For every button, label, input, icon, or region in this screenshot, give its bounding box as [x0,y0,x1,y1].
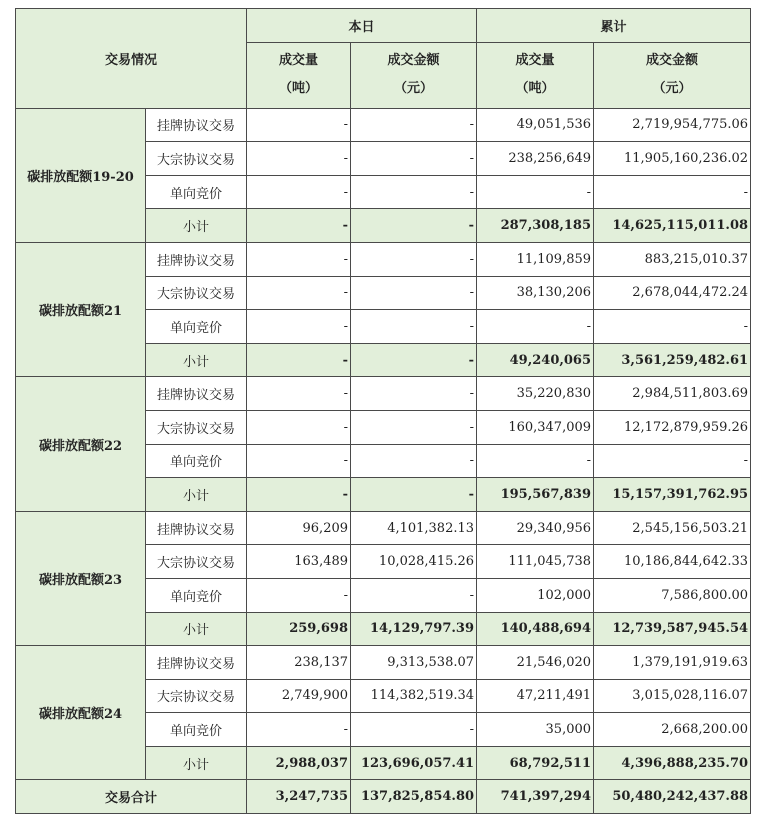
today-amount-cell: 14,129,797.39 [351,612,477,646]
cumulative-amount-cell: 10,186,844,642.33 [594,545,751,579]
today-amount-cell: - [351,410,477,444]
today-volume-cell: - [247,209,351,243]
cumulative-volume-cell: - [477,310,594,344]
table-row [16,511,751,545]
cumulative-amount-cell: 15,157,391,762.95 [594,478,751,512]
cumulative-amount-cell: 4,396,888,235.70 [594,746,751,780]
cumulative-volume-cell: 195,567,839 [477,478,594,512]
trade-type-label: 小计 [146,478,247,512]
cumulative-volume-cell: 38,130,206 [477,276,594,310]
total-today-amount: 137,825,854.80 [351,780,477,814]
total-row [16,780,751,814]
cumulative-volume-cell: 49,240,065 [477,343,594,377]
cumulative-volume-cell: 102,000 [477,578,594,612]
today-volume-cell: - [247,578,351,612]
trade-type-label: 小计 [146,209,247,243]
today-volume-cell: - [247,310,351,344]
cumulative-volume-cell: 111,045,738 [477,545,594,579]
today-volume-cell: 238,137 [247,646,351,680]
table-row [16,377,751,411]
today-amount-cell: - [351,242,477,276]
today-volume-cell: - [247,377,351,411]
today-volume-cell: - [247,444,351,478]
today-amount-cell: 114,382,519.34 [351,679,477,713]
today-volume-cell: 2,749,900 [247,679,351,713]
cumulative-volume-cell: 68,792,511 [477,746,594,780]
cumulative-amount-cell: 2,984,511,803.69 [594,377,751,411]
total-label: 交易合计 [16,780,247,814]
cumulative-amount-cell: 2,719,954,775.06 [594,108,751,142]
today-volume-cell: - [247,410,351,444]
today-amount-cell: - [351,175,477,209]
today-volume-cell: - [247,276,351,310]
table-header [16,9,751,109]
total-cumulative-volume: 741,397,294 [477,780,594,814]
today-volume-cell: - [247,343,351,377]
cumulative-amount-cell: 3,561,259,482.61 [594,343,751,377]
trade-type-label: 单向竞价 [146,310,247,344]
trade-type-label: 挂牌协议交易 [146,646,247,680]
today-amount-cell: - [351,108,477,142]
trade-type-label: 小计 [146,343,247,377]
today-amount-cell: 4,101,382.13 [351,511,477,545]
quota-category: 碳排放配额24 [16,646,146,780]
today-amount-cell: - [351,377,477,411]
today-volume-cell: 259,698 [247,612,351,646]
today-volume-cell: 163,489 [247,545,351,579]
cumulative-amount-cell: - [594,444,751,478]
cumulative-amount-cell: 2,668,200.00 [594,713,751,747]
today-amount-cell: - [351,142,477,176]
trade-type-label: 单向竞价 [146,175,247,209]
trade-type-label: 挂牌协议交易 [146,242,247,276]
today-volume-cell: - [247,108,351,142]
today-volume-header: 成交量 （吨） [247,42,351,108]
today-volume-cell: - [247,142,351,176]
trade-type-label: 单向竞价 [146,578,247,612]
today-amount-cell: - [351,209,477,243]
cumulative-amount-cell: 3,015,028,116.07 [594,679,751,713]
cumulative-volume-header: 成交量 （吨） [477,42,594,108]
cumulative-amount-cell: 12,172,879,959.26 [594,410,751,444]
cumulative-amount-cell: 2,678,044,472.24 [594,276,751,310]
cumulative-amount-cell: - [594,175,751,209]
today-volume-cell: 96,209 [247,511,351,545]
today-volume-cell: - [247,713,351,747]
today-amount-cell: - [351,276,477,310]
trade-type-label: 大宗协议交易 [146,679,247,713]
trading-table [15,8,751,814]
cumulative-volume-cell: 287,308,185 [477,209,594,243]
trade-type-label: 大宗协议交易 [146,142,247,176]
today-amount-cell: - [351,578,477,612]
cumulative-header: 累计 [477,9,751,43]
today-amount-cell: - [351,478,477,512]
today-amount-cell: 123,696,057.41 [351,746,477,780]
cumulative-volume-cell: - [477,444,594,478]
trade-type-label: 大宗协议交易 [146,276,247,310]
trade-situation-header: 交易情况 [16,9,247,109]
today-amount-cell: - [351,310,477,344]
quota-category: 碳排放配额22 [16,377,146,511]
today-amount-cell: - [351,713,477,747]
cumulative-amount-cell: 11,905,160,236.02 [594,142,751,176]
quota-category: 碳排放配额21 [16,242,146,376]
today-volume-cell: - [247,242,351,276]
trade-type-label: 小计 [146,612,247,646]
total-today-volume: 3,247,735 [247,780,351,814]
table-row [16,646,751,680]
cumulative-amount-cell: 2,545,156,503.21 [594,511,751,545]
cumulative-amount-cell: - [594,310,751,344]
today-amount-cell: - [351,343,477,377]
table-row [16,108,751,142]
cumulative-volume-cell: 29,340,956 [477,511,594,545]
today-amount-cell: 10,028,415.26 [351,545,477,579]
cumulative-volume-cell: 49,051,536 [477,108,594,142]
quota-category: 碳排放配额23 [16,511,146,645]
trade-type-label: 单向竞价 [146,444,247,478]
quota-category: 碳排放配额19-20 [16,108,146,242]
today-header: 本日 [247,9,477,43]
cumulative-amount-cell: 7,586,800.00 [594,578,751,612]
today-amount-cell: - [351,444,477,478]
table-body [16,108,751,780]
cumulative-volume-cell: 238,256,649 [477,142,594,176]
today-amount-cell: 9,313,538.07 [351,646,477,680]
cumulative-volume-cell: - [477,175,594,209]
cumulative-amount-cell: 1,379,191,919.63 [594,646,751,680]
today-volume-cell: 2,988,037 [247,746,351,780]
cumulative-volume-cell: 47,211,491 [477,679,594,713]
cumulative-amount-cell: 14,625,115,011.08 [594,209,751,243]
today-amount-header: 成交金额 （元） [351,42,477,108]
cumulative-volume-cell: 21,546,020 [477,646,594,680]
today-volume-cell: - [247,175,351,209]
trade-type-label: 大宗协议交易 [146,545,247,579]
trade-type-label: 大宗协议交易 [146,410,247,444]
trade-type-label: 单向竞价 [146,713,247,747]
trade-type-label: 挂牌协议交易 [146,108,247,142]
trade-type-label: 挂牌协议交易 [146,377,247,411]
total-cumulative-amount: 50,480,242,437.88 [594,780,751,814]
trade-type-label: 挂牌协议交易 [146,511,247,545]
cumulative-volume-cell: 35,000 [477,713,594,747]
cumulative-amount-header: 成交金额 （元） [594,42,751,108]
today-volume-cell: - [247,478,351,512]
cumulative-volume-cell: 160,347,009 [477,410,594,444]
cumulative-volume-cell: 11,109,859 [477,242,594,276]
cumulative-amount-cell: 12,739,587,945.54 [594,612,751,646]
cumulative-volume-cell: 140,488,694 [477,612,594,646]
cumulative-amount-cell: 883,215,010.37 [594,242,751,276]
cumulative-volume-cell: 35,220,830 [477,377,594,411]
trade-type-label: 小计 [146,746,247,780]
table-row [16,242,751,276]
